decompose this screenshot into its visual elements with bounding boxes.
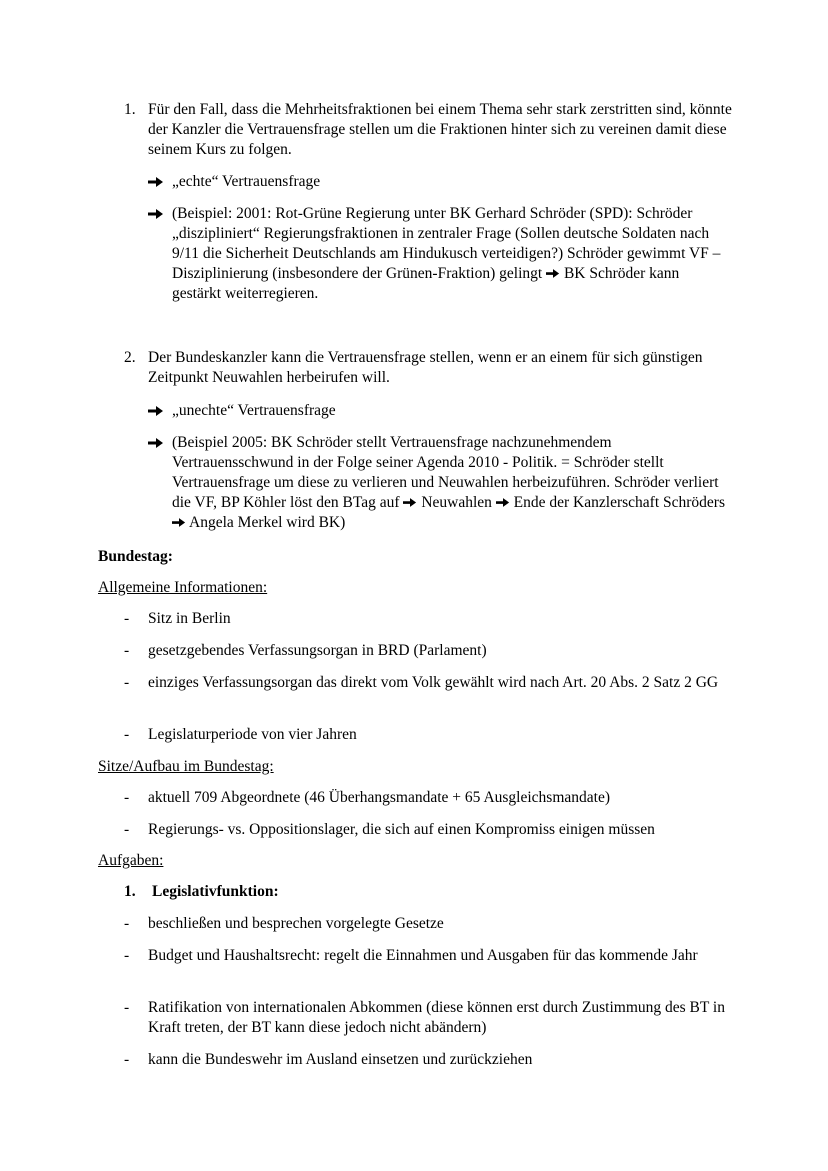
- arrow-icon: [148, 172, 168, 188]
- numbered-item-2: [124, 348, 744, 388]
- arrow-icon: [148, 204, 168, 220]
- arrow-point: [148, 204, 728, 304]
- item-number: 2.: [124, 349, 136, 366]
- item-text: Für den Fall, dass die Mehrheitsfraktionen bei einem Thema sehr stark zerstritten sind, könnte der Kanzler die Vertrauensfrage stellen um die Fraktionen hinter sich zu vereinen damit diese seinem Kurs zu folgen.: [148, 101, 732, 158]
- arrow-icon: [172, 517, 186, 528]
- subheading-general-info: Allgemeine Informationen:: [98, 579, 268, 596]
- section-heading-bundestag: Bundestag:: [98, 548, 173, 565]
- arrow-point: [148, 172, 728, 192]
- example-text: (Beispiel: 2001: Rot-Grüne Regierung unter BK Gerhard Schröder (SPD): Schröder „diszipliniert“ Regierungsfraktionen in zentraler Frage (Sollen deutsche Soldaten nach 9/11 die Sicherheit Deutschlands am Hindukusch verteidigen?) Schröder gewimmt VF – Disziplinierung (insbesondere der Grünen-Fraktion) gelingt BK Schröder kann gestärkt weiterregieren.: [172, 205, 721, 302]
- list-item: - gesetzgebendes Verfassungsorgan in BRD (Parlament): [124, 642, 487, 659]
- list-item: - Sitz in Berlin: [124, 610, 231, 627]
- subheading-seats: Sitze/Aufbau im Bundestag:: [98, 758, 274, 775]
- arrow-text: „echte“ Vertrauensfrage: [172, 173, 321, 190]
- task-heading-legislative: 1. Legislativfunktion:: [124, 883, 279, 900]
- arrow-icon: [546, 268, 560, 279]
- arrow-icon: [148, 401, 168, 417]
- list-item: - kann die Bundeswehr im Ausland einsetzen und zurückziehen: [124, 1051, 533, 1068]
- arrow-icon: [148, 433, 168, 449]
- list-item: - beschließen und besprechen vorgelegte Gesetze: [124, 915, 444, 932]
- arrow-text: „unechte“ Vertrauensfrage: [172, 402, 336, 419]
- list-item: - einziges Verfassungsorgan das direkt vom Volk gewählt wird nach Art. 20 Abs. 2 Satz 2 GG: [124, 674, 719, 691]
- arrow-icon: [403, 497, 417, 508]
- arrow-point: [148, 401, 728, 421]
- item-number: 1.: [124, 101, 136, 118]
- list-item: - Ratifikation von internationalen Abkommen (diese können erst durch Zustimmung des BT in Kraft treten, der BT kann diese jedoch nicht abändern): [124, 999, 725, 1036]
- list-item: - Budget und Haushaltsrecht: regelt die Einnahmen und Ausgaben für das kommende Jahr: [124, 947, 698, 964]
- list-item: - Regierungs- vs. Oppositionslager, die sich auf einen Kompromiss einigen müssen: [124, 821, 655, 838]
- item-text: Der Bundeskanzler kann die Vertrauensfrage stellen, wenn er an einem für sich günstigen Zeitpunkt Neuwahlen herbeirufen will.: [148, 349, 703, 386]
- subheading-tasks: Aufgaben:: [98, 852, 164, 869]
- arrow-icon: [496, 497, 510, 508]
- numbered-item-1: [124, 100, 744, 160]
- example-text: (Beispiel 2005: BK Schröder stellt Vertrauensfrage nachzunehmendem Vertrauensschwund in der Folge seiner Agenda 2010 - Politik. = Schröder stellt Vertrauensfrage um diese zu verlieren und Neuwahlen herbeizuführen. Schröder verliert die VF, BP Köhler löst den BTag auf Neuwahlen Ende der Kanzlerschaft Schröders Angela Merkel wird BK): [172, 434, 725, 531]
- list-item: - Legislaturperiode von vier Jahren: [124, 726, 357, 743]
- list-item: - aktuell 709 Abgeordnete (46 Überhangsmandate + 65 Ausgleichsmandate): [124, 789, 610, 806]
- arrow-point: [148, 433, 728, 533]
